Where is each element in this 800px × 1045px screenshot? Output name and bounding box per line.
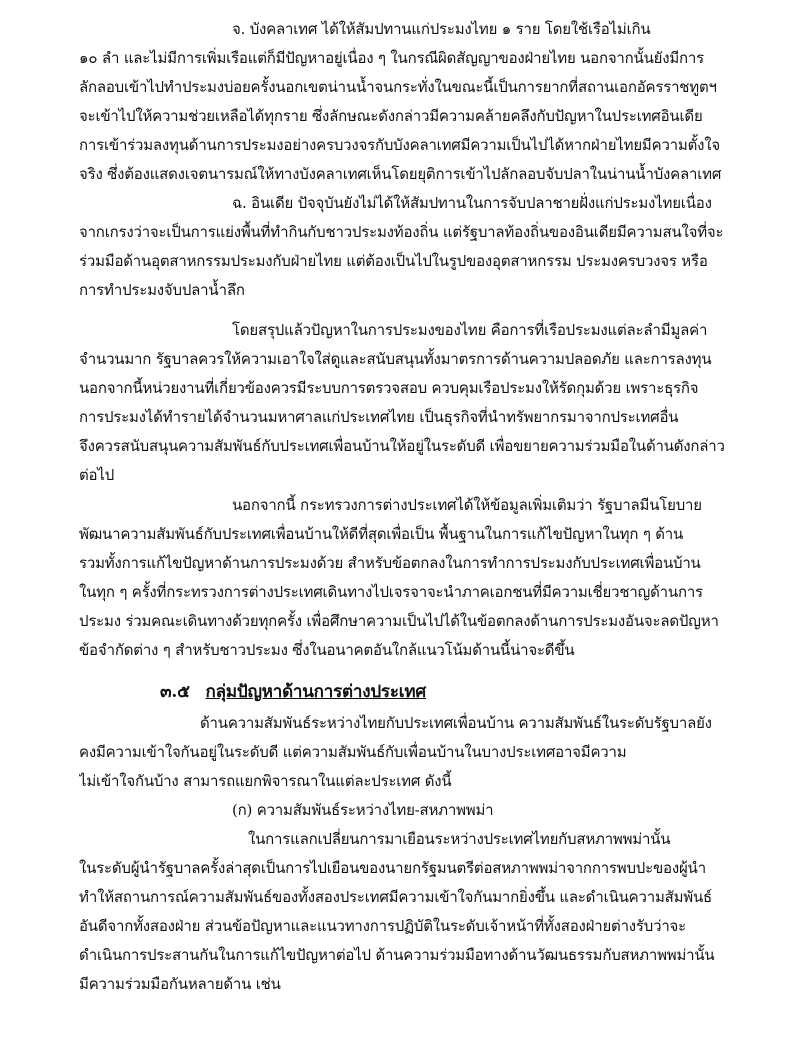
text-line: ดำเนินการประสานกันในการแก้ไขปัญหาต่อไป ด้านความร่วมมือทางด้านวัฒนธรรมกับสหภาพพม่านั้น xyxy=(79,946,715,964)
text-line: ในการแลกเปลี่ยนการมาเยือนระหว่างประเทศไทยกับสหภาพพม่านั้น xyxy=(248,830,671,848)
text-line: นอกจากนี้ กระทรวงการต่างประเทศได้ให้ข้อมูลเพิ่มเติมว่า รัฐบาลมีนโยบาย xyxy=(232,496,702,514)
text-line: (ก) ความสัมพันธ์ระหว่างไทย-สหภาพพม่า xyxy=(232,801,494,819)
text-line: จะเข้าไปให้ความช่วยเหลือได้ทุกราย ซึ่งลักษณะดังกล่าวมีความคล้ายคลึงกับปัญหาในประเทศอินเดีย xyxy=(79,107,703,125)
text-line: ลักลอบเข้าไปทำประมงบ่อยครั้งนอกเขตน่านน้ำจนกระทั่งในขณะนี้เป็นการยากที่สถานเอกอัครราชทูตฯ xyxy=(79,78,717,96)
text-line: ร่วมมือด้านอุตสาหกรรมประมงกับฝ่ายไทย แต่ต้องเป็นไปในรูปของอุตสาหกรรม ประมงครบวงจร หรือ xyxy=(79,252,708,270)
section-heading xyxy=(160,678,800,706)
text-line: ข้อจำกัดต่าง ๆ สำหรับชาวประมง ซึ่งในอนาคตอันใกล้แนวโน้มด้านนี้น่าจะดีขึ้น xyxy=(79,641,575,659)
text-line: การทำประมงจับปลาน้ำลึก xyxy=(79,281,245,299)
section-number: ๓.๕ xyxy=(160,682,190,702)
text-line: ฉ. อินเดีย ปัจจุบันยังไม่ได้ให้สัมปทานในการจับปลาชายฝั่งแก่ประมงไทยเนื่อง xyxy=(232,194,712,212)
text-line: ในระดับผู้นำรัฐบาลครั้งล่าสุดเป็นการไปเยือนของนายกรัฐมนตรีต่อสหภาพพม่าจากการพบปะของผู้นำ xyxy=(79,859,707,877)
text-line: ๑๐ ลำ และไม่มีการเพิ่มเรือแต่ก็มีปัญหาอยู่เนื่อง ๆ ในกรณีผิดสัญญาของฝ่ายไทย นอกจากนั้นยังมีการ xyxy=(79,49,705,67)
text-line: จ. บังคลาเทศ ได้ให้สัมปทานแก่ประมงไทย ๑ ราย โดยใช้เรือไม่เกิน xyxy=(232,20,651,38)
text-line: การเข้าร่วมลงทุนด้านการประมงอย่างครบวงจรกับบังคลาเทศมีความเป็นไปได้หากฝ่ายไทยมีความตั้งใจ xyxy=(79,136,720,154)
text-line: ด้านความสัมพันธ์ระหว่างไทยกับประเทศเพื่อนบ้าน ความสัมพันธ์ในระดับรัฐบาลยัง xyxy=(200,714,712,732)
text-line: มีความร่วมมือกันหลายด้าน เช่น xyxy=(79,975,281,993)
text-line: คงมีความเข้าใจกันอยู่ในระดับดี แต่ความสัมพันธ์กับเพื่อนบ้านในบางประเทศอาจมีความ xyxy=(79,743,627,761)
text-line: จำนวนมาก รัฐบาลควรให้ความเอาใจใส่ดูและสนับสนุนทั้งมาตรการด้านความปลอดภัย และการลงทุน xyxy=(79,350,712,368)
text-line: ต่อไป xyxy=(79,466,115,484)
text-line: จริง ซึ่งต้องแสดงเจตนารมณ์ให้ทางบังคลาเทศเห็นโดยยุติการเข้าไปลักลอบจับปลาในน่านน้ำบังคลาเทศ xyxy=(79,165,722,183)
text-line: จากเกรงว่าจะเป็นการแย่งพื้นที่ทำกินกับชาวประมงท้องถิ่น แต่รัฐบาลท้องถิ่นของอินเดียมีความสนใจที่จะ xyxy=(79,223,724,241)
text-line: การประมงได้ทำรายได้จำนวนมหาศาลแก่ประเทศไทย เป็นธุรกิจที่นำทรัพยากรมาจากประเทศอื่น xyxy=(79,408,679,426)
text-line: จึงควรสนับสนุนความสัมพันธ์กับประเทศเพื่อนบ้านให้อยู่ในระดับดี เพื่อขยายความร่วมมือในด้านดังกล่าว xyxy=(79,437,725,455)
text-line: โดยสรุปแล้วปัญหาในการประมงของไทย คือการที่เรือประมงแต่ละลำมีมูลค่า xyxy=(232,321,708,339)
text-line: ประมง ร่วมคณะเดินทางด้วยทุกครั้ง เพื่อศึกษาความเป็นไปได้ในข้อตกลงด้านการประมงอันจะลดปัญหา xyxy=(79,612,719,630)
text-line: ไม่เข้าใจกันบ้าง สามารถแยกพิจารณาในแต่ละประเทศ ดังนี้ xyxy=(79,772,452,790)
text-line: พัฒนาความสัมพันธ์กับประเทศเพื่อนบ้านให้ดีที่สุดเพื่อเป็น พื้นฐานในการแก้ไขปัญหาในทุก ๆ ด้าน xyxy=(79,525,684,543)
text-line: อันดีจากทั้งสองฝ่าย ส่วนข้อปัญหาและแนวทางการปฏิบัติในระดับเจ้าหน้าที่ทั้งสองฝ่ายต่างรับว่าจะ xyxy=(79,917,686,935)
text-line: ทำให้สถานการณ์ความสัมพันธ์ของทั้งสองประเทศมีความเข้าใจกันมากยิ่งขึ้น และดำเนินความสัมพันธ์ xyxy=(79,888,712,906)
section-title: กลุ่มปัญหาด้านการต่างประเทศ xyxy=(205,682,426,702)
text-line: รวมทั้งการแก้ไขปัญหาด้านการประมงด้วย สำหรับข้อตกลงในการทำการประมงกับประเทศเพื่อนบ้าน xyxy=(79,554,701,572)
text-line: นอกจากนี้หน่วยงานที่เกี่ยวข้องควรมีระบบการตรวจสอบ ควบคุมเรือประมงให้รัดกุมด้วย เพราะธุรกิจ xyxy=(79,379,699,397)
text-line: ในทุก ๆ ครั้งที่กระทรวงการต่างประเทศเดินทางไปเจรจาจะนำภาคเอกชนที่มีความเชี่ยวชาญด้านการ xyxy=(79,583,703,601)
